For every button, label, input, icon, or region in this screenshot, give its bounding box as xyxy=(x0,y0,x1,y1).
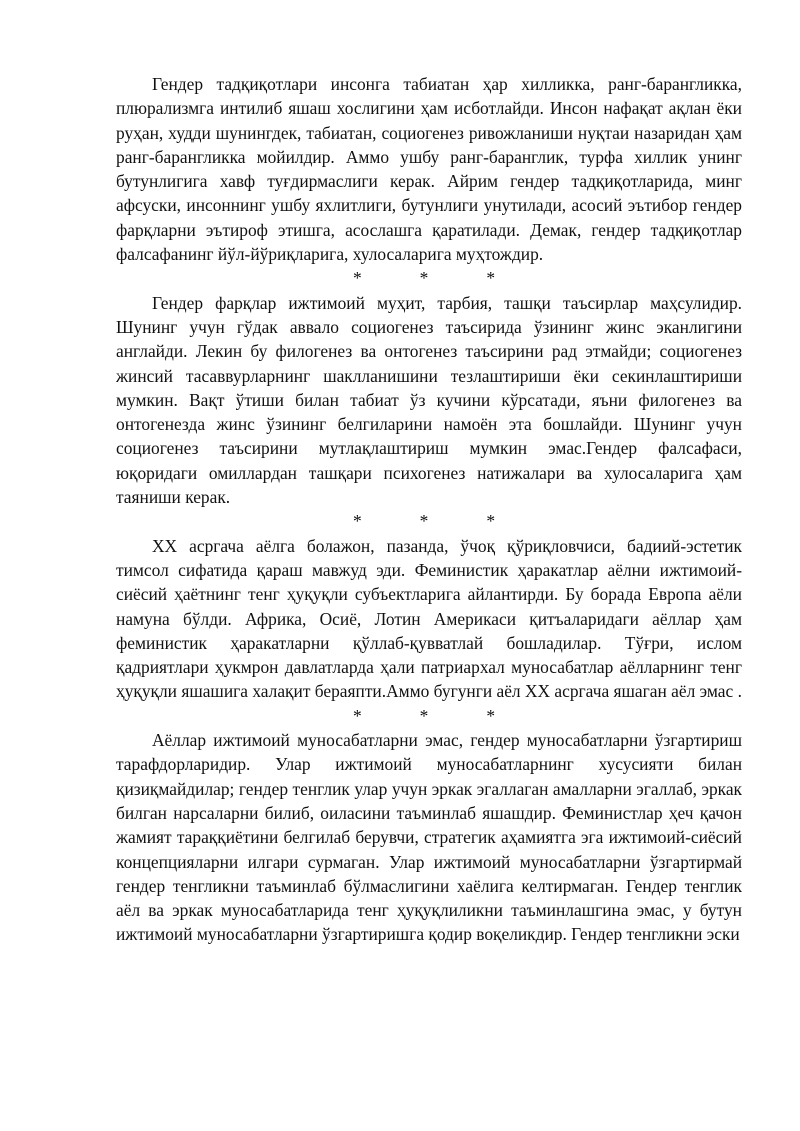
section-separator-1 xyxy=(116,266,742,290)
separator-star: * xyxy=(486,705,496,726)
separator-star: * xyxy=(419,705,429,726)
paragraph-2: Гендер фарқлар ижтимоий муҳит, тарбия, ташқи таъсирлар маҳсулидир. Шунинг учун гўдак аввало социогенез таъсирида ўзининг жинс эканлигини англайди. Лекин бу филогенез ва онтогенез таъсирини рад этмайди; социогенез жинсий тасаввурларнинг шаклланишини тезлаштириши ёки секинлаштириши мумкин. Вақт ўтиши билан табиат ўз кучини кўрсатади, яъни филогенез ва онтогенезда жинс ўзининг белгиларини намоён эта бошлайди. Шунинг учун социогенез таъсирини мутлақлаштириш мумкин эмас.Гендер фалсафаси, юқоридаги омиллардан ташқари психогенез натижалари ва хулосаларига ҳам таяниши керак. xyxy=(116,292,742,508)
separator-star: * xyxy=(352,511,362,532)
paragraph-4: Аёллар ижтимоий муносабатларни эмас, гендер муносабатларни ўзгартириш тарафдорларидир. Улар ижтимоий муносабатларнинг хусусияти билан қизиқмайдилар; гендер тенглик улар учун эркак эгаллаган амалларни эгаллаб, эркак билган нарсаларни билиб, оиласини таъминлаб яшашдир. Феминистлар ҳеч қачон жамият тараққиётини белгилаб берувчи, стратегик аҳамиятга эга ижтимоий-сиёсий концепцияларни илгари сурмаган. Улар ижтимоий муносабатларни ўзгартирмай гендер тенгликни таъминлаб бўлмаслигини хаёлига келтирмаган. Гендер тенглик аёл ва эркак муносабатларида тенг ҳуқуқлиликни таъминлашгина эмас, у бутун ижтимоий муносабатларни ўзгартиришга қодир воқеликдир. Гендер тенгликни эски xyxy=(116,730,742,945)
separator-star: * xyxy=(419,268,429,289)
paragraph-3: XX асргача аёлга болажон, пазанда, ўчоқ қўриқловчиси, бадиий-эстетик тимсол сифатида қараш мавжуд эди. Феминистик ҳаракатлар аёлни ижтимоий-сиёсий ҳаётнинг тенг ҳуқуқли субъектларига айлантирди. Бу борада Европа аёли намуна бўлди. Африка, Осиё, Лотин Америкаси қитъаларидаги аёллар ҳам феминистик ҳаракатларни қўллаб-қувватлай бошладилар. Тўғри, ислом қадриятлари ҳукмрон давлатларда ҳали патриархал муносабатлар аёлларнинг тенг ҳуқуқли яшашига халақит бераяпти.Аммо бугунги аёл XX асргача яшаган аёл эмас . xyxy=(116,535,742,702)
separator-star: * xyxy=(352,705,362,726)
paragraph-1: Гендер тадқиқотлари инсонга табиатан ҳар хилликка, ранг-барангликка, плюрализмга интилиб яшаш хослигини ҳам исботлайди. Инсон нафақат ақлан ёки руҳан, худди шунингдек, табиатан, социогенез ривожланиши нуқтаи назаридан ҳам ранг-барангликка мойилдир. Аммо ушбу ранг-баранглик, турфа хиллик унинг бутунлигига хавф туғдирмаслиги керак. Айрим гендер тадқиқотларида, минг афсуски, инсоннинг ушбу яхлитлиги, бутунлиги унутилади, асосий эътибор гендер фарқларни эътироф этишга, асослашга қаратилади. Демак, гендер тадқиқотлар фалсафанинг йўл-йўриқларига, хулосаларига муҳтождир. xyxy=(116,74,742,265)
separator-star: * xyxy=(486,511,496,532)
separator-star: * xyxy=(486,268,496,289)
separator-star: * xyxy=(352,268,362,289)
separator-star: * xyxy=(419,511,429,532)
section-separator-3 xyxy=(116,704,742,728)
section-separator-2 xyxy=(116,509,742,533)
document-page xyxy=(116,72,742,947)
